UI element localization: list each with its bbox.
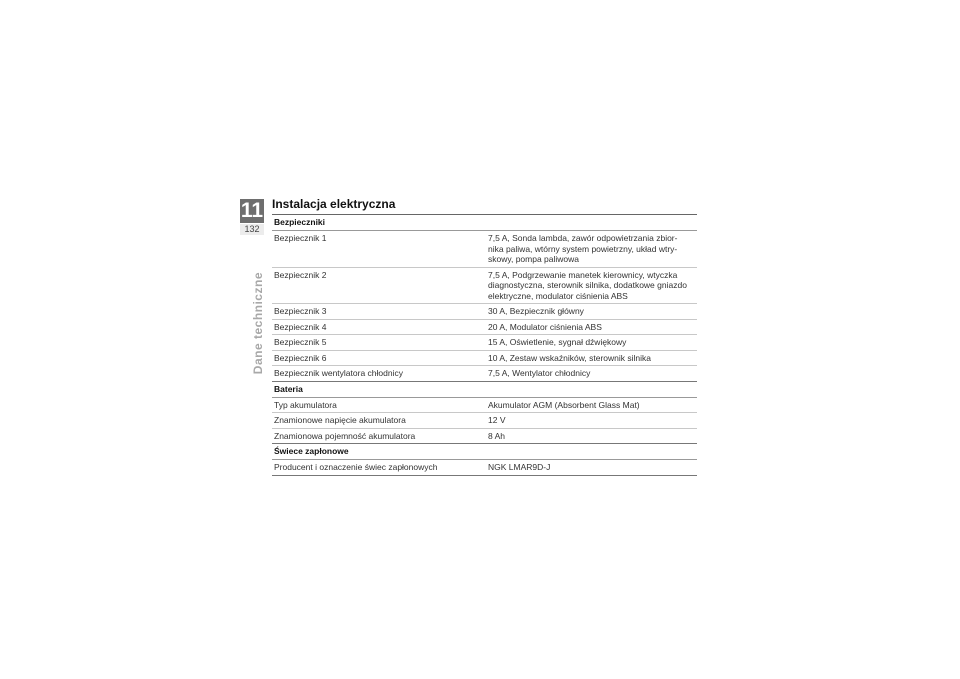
row-value: NGK LMAR9D-J — [488, 462, 551, 472]
table-row — [272, 429, 697, 445]
row-value: 7,5 A, Podgrzewanie manetek kierownicy, wtyczka diagnostyczna, sterownik silnika, dodatkowe gniazdo elektryczne, modulator ciśnienia ABS — [488, 269, 687, 301]
chapter-marker — [240, 199, 264, 235]
page-heading: Instalacja elektryczna — [272, 197, 396, 211]
row-label: Bezpiecznik 2 — [274, 269, 327, 280]
table-row — [272, 320, 697, 336]
table-row — [272, 460, 697, 476]
row-value: 10 A, Zestaw wskaźników, sterownik silnika — [488, 352, 651, 363]
chapter-side-label: Dane techniczne — [251, 272, 265, 375]
table-row — [272, 231, 697, 268]
section-title-fuses: Bezpieczniki — [272, 215, 697, 231]
section-title-battery: Bateria — [272, 382, 697, 398]
row-value: 12 V — [488, 415, 506, 425]
table-row — [272, 398, 697, 414]
table-row — [272, 304, 697, 320]
row-label: Znamionowe napięcie akumulatora — [274, 415, 406, 425]
row-value: 15 A, Oświetlenie, sygnał dźwiękowy — [488, 337, 627, 347]
table-row — [272, 268, 697, 305]
row-label: Znamionowa pojemność akumulatora — [274, 430, 416, 441]
table-row — [272, 413, 697, 429]
row-label: Bezpiecznik 1 — [274, 233, 327, 243]
row-label: Bezpiecznik 3 — [274, 306, 327, 316]
row-label: Producent i oznaczenie świec zapłonowych — [274, 462, 438, 472]
page-number: 132 — [240, 223, 264, 235]
table-row — [272, 366, 697, 382]
row-value: 7,5 A, Sonda lambda, zawór odpowietrzania zbior-nika paliwa, wtórny system powietrzny, układ wtry-skowy, pompa paliwowa — [488, 233, 678, 264]
spec-table — [272, 214, 697, 476]
row-label: Bezpiecznik 6 — [274, 352, 327, 363]
section-title-spark-plugs: Świece zapłonowe — [272, 444, 697, 460]
row-value: 8 Ah — [488, 430, 506, 441]
row-value: Akumulator AGM (Absorbent Glass Mat) — [488, 399, 640, 410]
table-row — [272, 335, 697, 351]
row-label: Typ akumulatora — [274, 399, 337, 410]
table-row — [272, 351, 697, 367]
row-label: Bezpiecznik 5 — [274, 337, 327, 347]
row-label: Bezpiecznik wentylatora chłodnicy — [274, 368, 403, 378]
row-value: 20 A, Modulator ciśnienia ABS — [488, 321, 602, 332]
chapter-number: 11 — [240, 199, 264, 222]
row-value: 30 A, Bezpiecznik główny — [488, 306, 584, 316]
row-value: 7,5 A, Wentylator chłodnicy — [488, 368, 591, 378]
row-label: Bezpiecznik 4 — [274, 321, 327, 332]
